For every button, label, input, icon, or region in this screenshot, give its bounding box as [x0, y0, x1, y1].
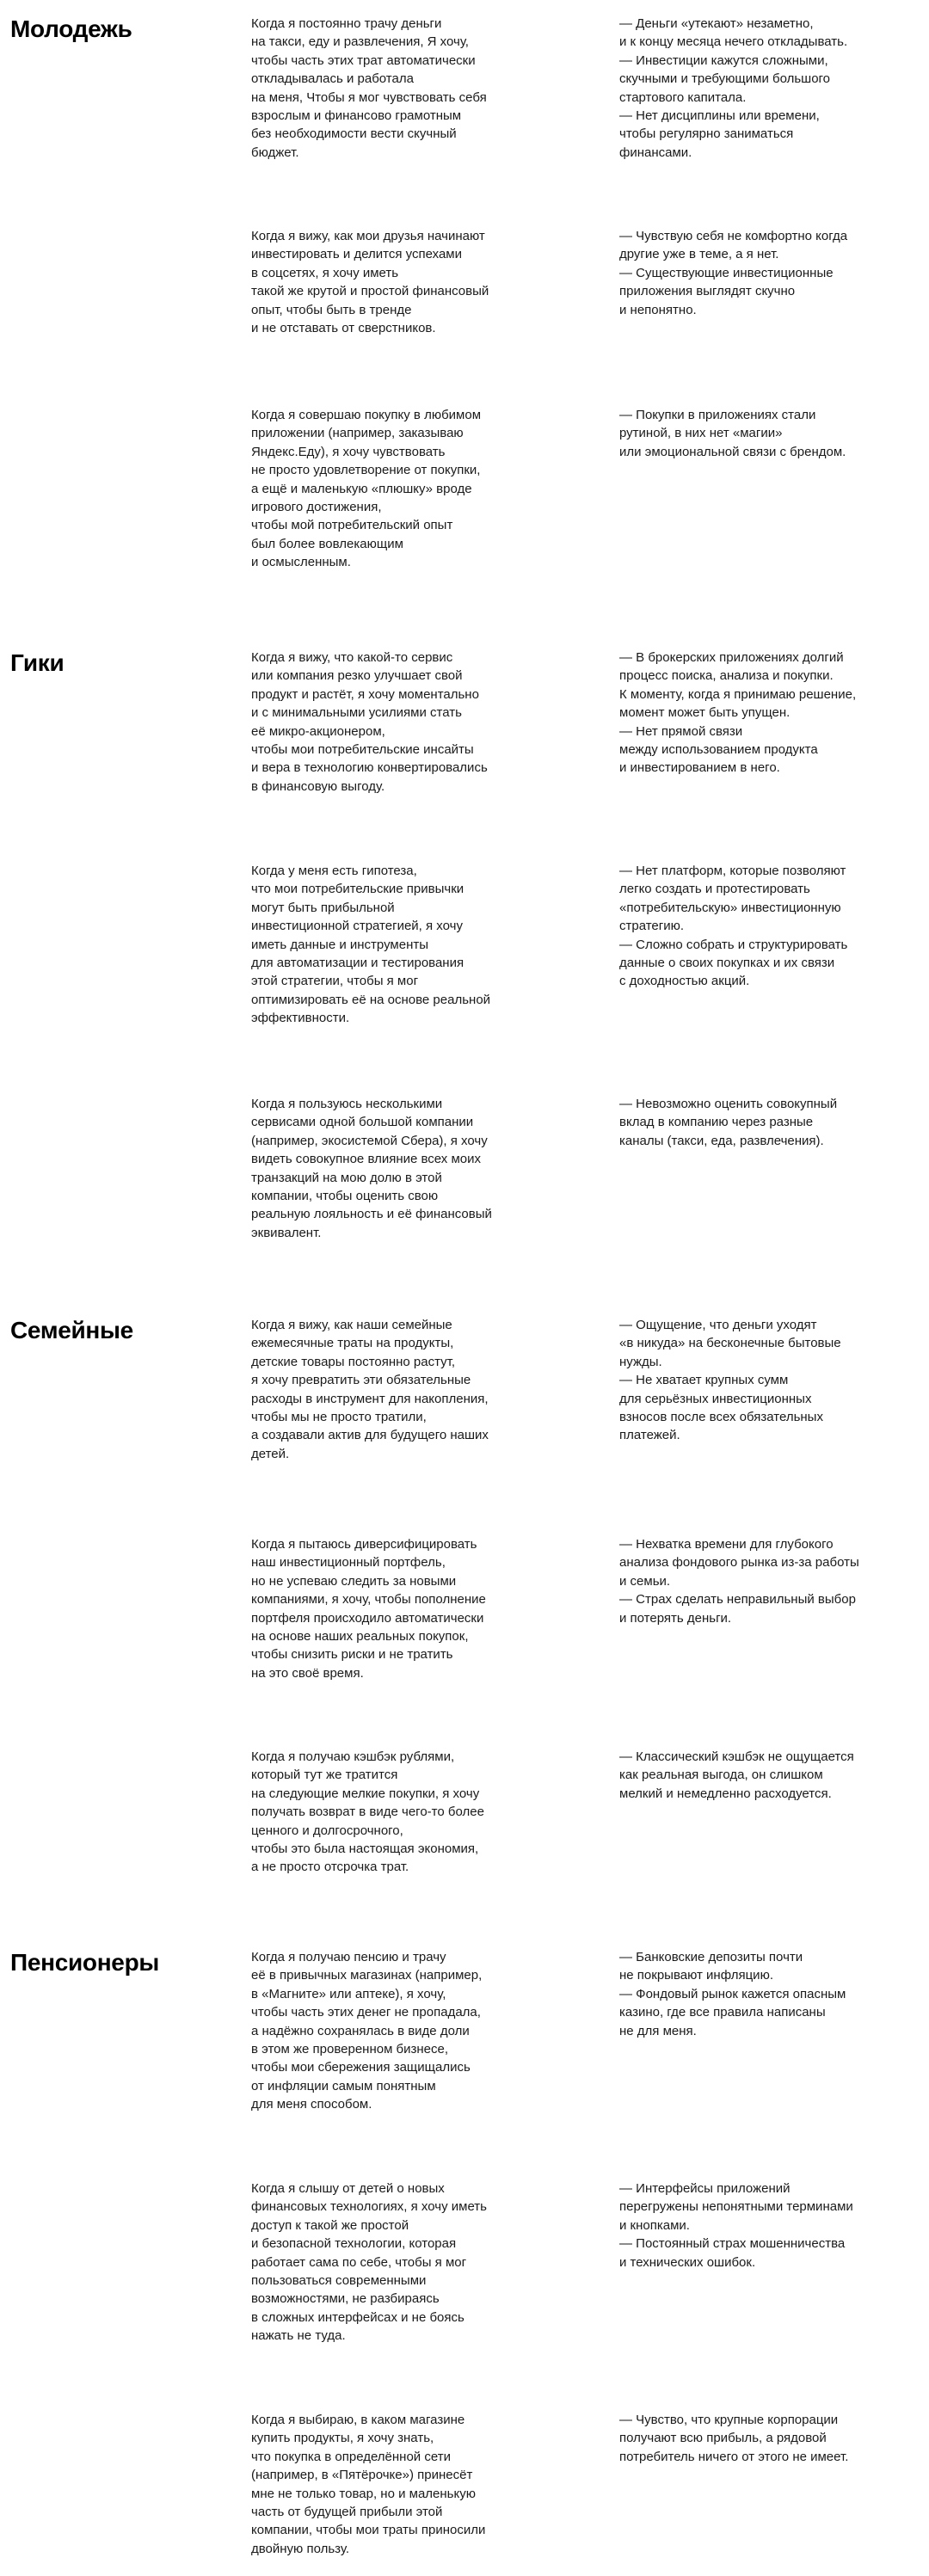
pain-points: — Чувствую себя не комфортно когда другие уже в теме, а я нет. — Существующие инвестиционные приложения выглядят скучно и непонятно. [619, 229, 848, 317]
job-statement: Когда я совершаю покупку в любимом приложении (например, заказываю Яндекс.Еду), я хочу чувствовать не просто удовлетворение от покупки, а ещё и маленькую «плюшку» вроде игрового достижения, чтобы мой потребительский опыт был более вовлекающим и осмысленным. [251, 408, 482, 570]
segment-title: Семейные [10, 1317, 133, 1343]
job-statement: Когда я вижу, как наши семейные ежемесячные траты на продукты, детские товары постоянно растут, я хочу превратить эти обязательные расходы в инструмент для накопления, чтобы мы не просто тратили, а создавали актив для будущего наших детей. [251, 1318, 489, 1461]
job-statement: Когда я выбираю, в каком магазине купить продукты, я хочу знать, что покупка в определённой сети (например, в «Пятёрочке») принесёт мне не только товар, но и маленькую часть от будущей прибыли этой компании, чтобы мои траты приносили двойную пользу. [251, 2413, 486, 2556]
pain-points: — Нехватка времени для глубокого анализа фондового рынка из-за работы и семьи. — Страх сделать неправильный выбор и потерять деньги. [619, 1537, 859, 1626]
job-statement: Когда я вижу, что какой-то сервис или компания резко улучшает свой продукт и растёт, я хочу моментально и с минимальными усилиями стать её микро-акционером, чтобы мои потребительские инсайты и вера в технологию конвертировались в финансовую выгоду. [251, 650, 488, 794]
job-statement: Когда я постоянно трачу деньги на такси, еду и развлечения, Я хочу, чтобы часть этих трат автоматически откладывалась и работала на меня, Чтобы я мог чувствовать себя взрослым и финансово грамотным без необходимости вести скучный бюджет. [251, 16, 487, 160]
pain-points: — Банковские депозиты почти не покрывают инфляцию. — Фондовый рынок кажется опасным казино, где все правила написаны не для меня. [619, 1950, 846, 2038]
pain-points: — Чувство, что крупные корпорации получают всю прибыль, а рядовой потребитель ничего от этого не имеет. [619, 2413, 849, 2464]
job-statement: Когда я вижу, как мои друзья начинают инвестировать и делится успехами в соцсетях, я хочу иметь такой же крутой и простой финансовый опыт, чтобы быть в тренде и не отставать от сверстников. [251, 229, 489, 336]
segment-title: Гики [10, 649, 65, 676]
pain-points: — Деньги «утекают» незаметно, и к концу месяца нечего откладывать. — Инвестиции кажутся сложными, скучными и требующими большого стартового капитала. — Нет дисциплины или времени, чтобы регулярно заниматься финансами. [619, 16, 848, 160]
pain-points: — Покупки в приложениях стали рутиной, в них нет «магии» или эмоциональной связи с брендом. [619, 408, 846, 459]
job-statement: Когда я получаю пенсию и трачу её в привычных магазинах (например, в «Магните» или аптеке), я хочу, чтобы часть этих денег не пропадала, а надёжно сохранялась в виде доли в этом же проверенном бизнесе, чтобы мои сбережения защищались от инфляции самым понятным для меня способом. [251, 1950, 483, 2112]
pain-points: — Нет платформ, которые позволяют легко создать и протестировать «потребительскую» инвестиционную стратегию. — Сложно собрать и структурировать данные о своих покупках и их связи с доходностью акций. [619, 864, 848, 989]
pain-points: — В брокерских приложениях долгий процесс поиска, анализа и покупки. К моменту, когда я принимаю решение, момент может быть упущен. — Нет прямой связи между использованием продукта и инвестированием в него. [619, 650, 857, 776]
job-statement: Когда у меня есть гипотеза, что мои потребительские привычки могут быть прибыльной инвестиционной стратегией, я хочу иметь данные и инструменты для автоматизации и тестирования этой стратегии, чтобы я мог оптимизировать её на основе реальной эффективности. [251, 864, 491, 1026]
segment-title: Пенсионеры [10, 1949, 159, 1976]
pain-points: — Невозможно оценить совокупный вклад в компанию через разные каналы (такси, еда, развлечения). [619, 1097, 838, 1148]
job-statement: Когда я получаю кэшбэк рублями, который тут же тратится на следующие мелкие покупки, я хочу получать возврат в виде чего-то более ценного и долгосрочного, чтобы это была настоящая экономия, а не просто отсрочка трат. [251, 1749, 484, 1875]
pain-points: — Ощущение, что деньги уходят «в никуда» на бесконечные бытовые нужды. — Не хватает крупных сумм для серьёзных инвестиционных взносов после всех обязательных платежей. [619, 1318, 841, 1443]
pain-points: — Интерфейсы приложений перегружены непонятными терминами и кнопками. — Постоянный страх мошенничества и технических ошибок. [619, 2181, 853, 2270]
segment-title: Молодежь [10, 15, 132, 42]
job-statement: Когда я пользуюсь несколькими сервисами одной большой компании (например, экосистемой Сбера), я хочу видеть совокупное влияние всех моих транзакций на мою долю в этой компании, чтобы оценить свою реальную лояльность и её финансовый эквивалент. [251, 1097, 492, 1240]
job-statement: Когда я пытаюсь диверсифицировать наш инвестиционный портфель, но не успеваю следить за новыми компаниями, я хочу, чтобы пополнение портфеля происходило автоматически на основе наших реальных покупок, чтобы снизить риски и не тратить на это своё время. [251, 1537, 486, 1681]
pain-points: — Классический кэшбэк не ощущается как реальная выгода, он слишком мелкий и немедленно расходуется. [619, 1749, 854, 1801]
job-statement: Когда я слышу от детей о новых финансовых технологиях, я хочу иметь доступ к такой же простой и безопасной технологии, которая работает сама по себе, чтобы я мог пользоваться современными возможностями, не разбираясь в сложных интерфейсах и не боясь нажать не туда. [251, 2181, 487, 2344]
